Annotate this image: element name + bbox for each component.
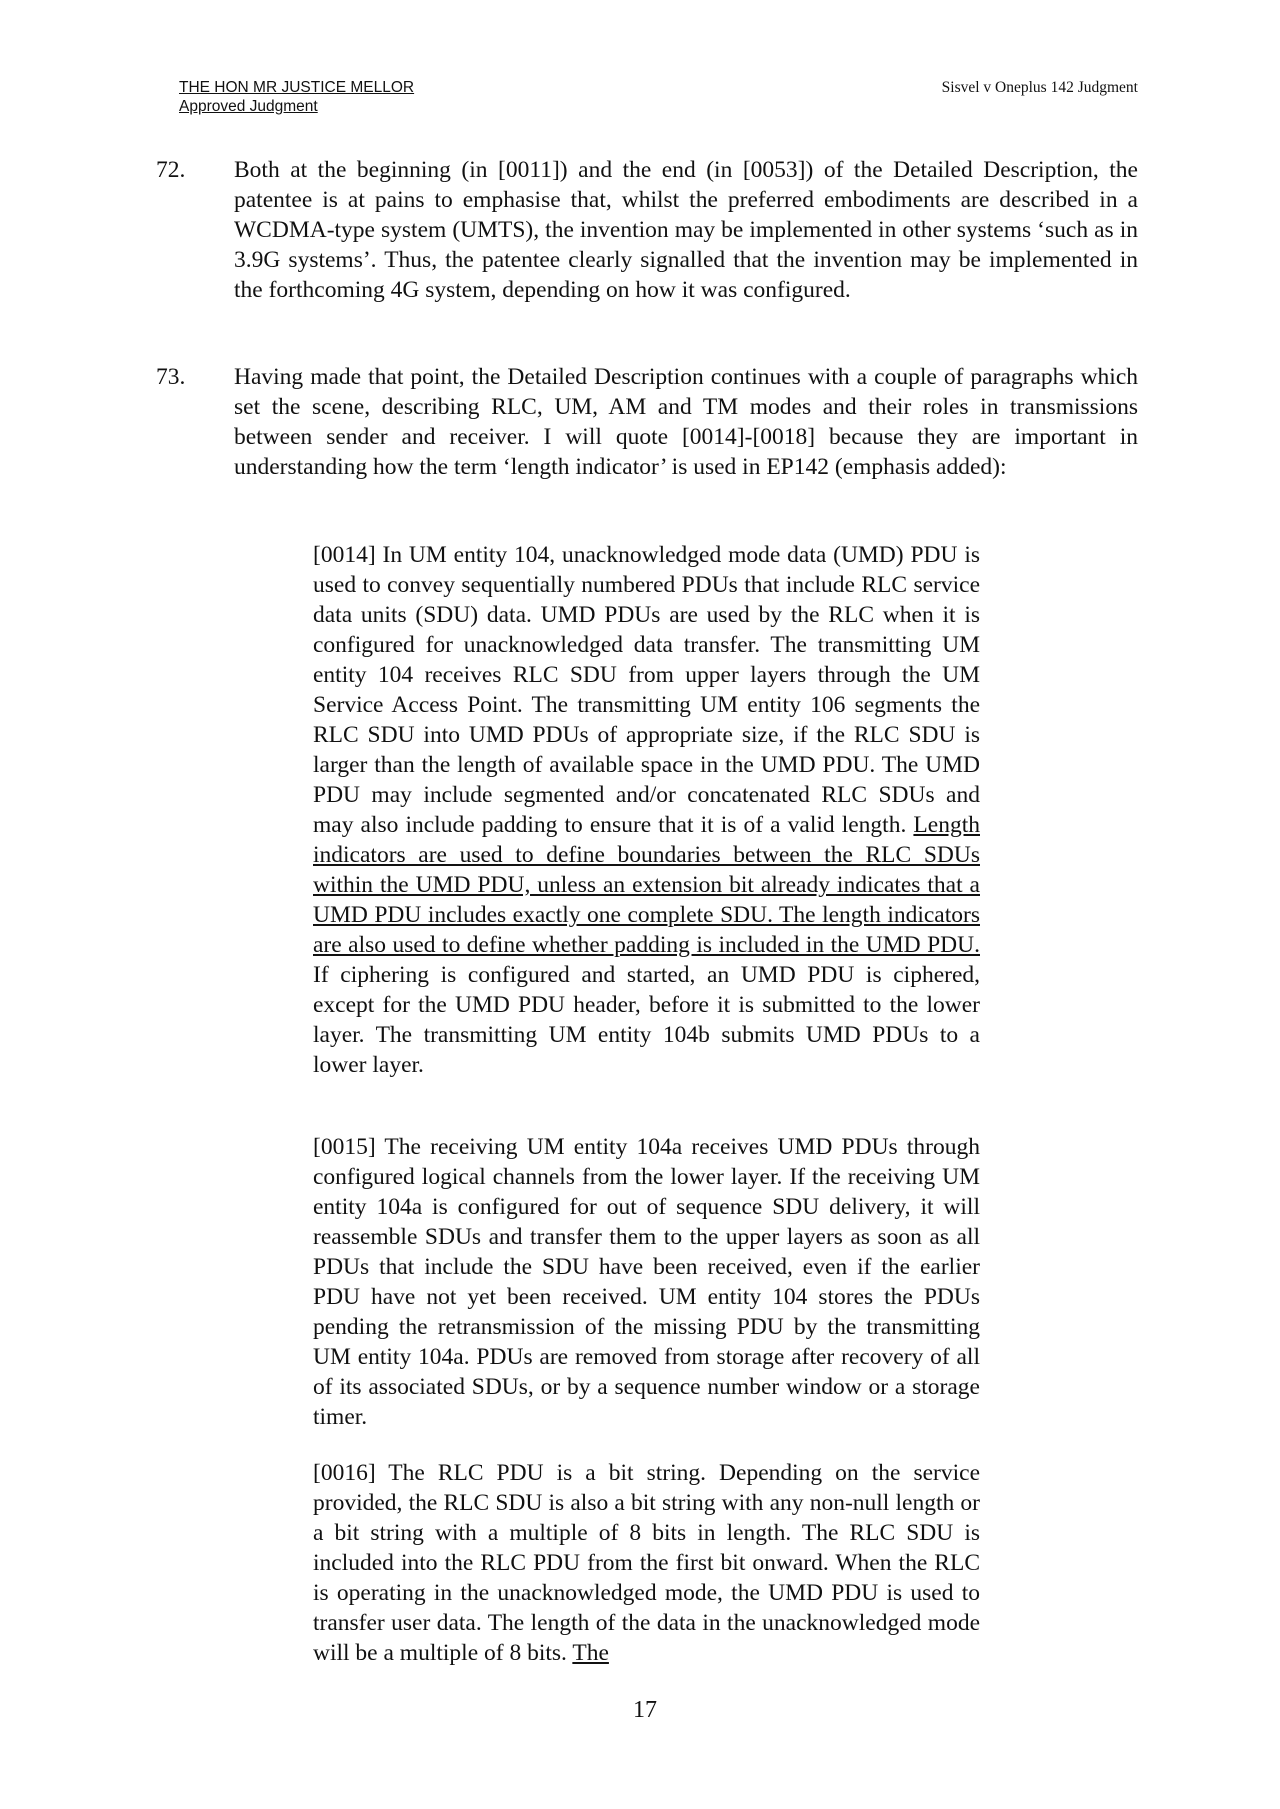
paragraph-text: Having made that point, the Detailed Description continues with a couple of paragraphs which set the scene, describing RLC, UM, AM and TM modes and their roles in transmissions between sender and receiver. I will quote [0014]-[0018] because they are important in understanding how the term ‘length indicator’ is used in EP142 (emphasis added):: [234, 364, 1138, 480]
paragraph-72: [156, 155, 1138, 305]
paragraph-number: 73.: [156, 364, 186, 390]
page-header-left: [179, 78, 414, 116]
judgment-status: Approved Judgment: [179, 98, 318, 115]
quote-text: [0014] In UM entity 104, unacknowledged mode data (UMD) PDU is used to convey sequentially numbered PDUs that include RLC service data units (SDU) data. UMD PDUs are used by the RLC when it is configured for unacknowledged data transfer. The transmitting UM entity 104 receives RLC SDU from upper layers through the UM Service Access Point. The transmitting UM entity 106 segments the RLC SDU into UMD PDUs of appropriate size, if the RLC SDU is larger than the length of available space in the UMD PDU. The UMD PDU may include segmented and/or concatenated RLC SDUs and may also include padding to ensure that it is of a valid length.: [313, 542, 980, 838]
quote-0014: [313, 540, 980, 1080]
case-title: Sisvel v Oneplus 142 Judgment: [941, 79, 1138, 96]
quote-text: [0015] The receiving UM entity 104a receives UMD PDUs through configured logical channels from the lower layer. If the receiving UM entity 104a is configured for out of sequence SDU delivery, it will reassemble SDUs and transfer them to the upper layers as soon as all PDUs that include the SDU have been received, even if the earlier PDU have not yet been received. UM entity 104 stores the PDUs pending the retransmission of the missing PDU by the transmitting UM entity 104a. PDUs are removed from storage after recovery of all of its associated SDUs, or by a sequence number window or a storage timer.: [313, 1134, 980, 1430]
paragraph-73: [156, 362, 1138, 482]
quote-0016: [313, 1458, 980, 1668]
paragraph-number: 72.: [156, 157, 186, 183]
paragraph-text: Both at the beginning (in [0011]) and the end (in [0053]) of the Detailed Description, the patentee is at pains to emphasise that, whilst the preferred embodiments are described in a WCDMA-type system (UMTS), the invention may be implemented in other systems ‘such as in 3.9G systems’. Thus, the patentee clearly signalled that the invention may be implemented in the forthcoming 4G system, depending on how it was configured.: [234, 157, 1138, 303]
judge-name: THE HON MR JUSTICE MELLOR: [179, 79, 415, 96]
quote-0015: [313, 1132, 980, 1432]
emphasised-text: The: [572, 1640, 609, 1666]
emphasised-text: Length indicators are used to define boundaries between the RLC SDUs within the UMD PDU, unless an extension bit already indicates that a UMD PDU includes exactly one complete SDU. The length indicators are also used to define whether padding is included in the UMD PDU.: [313, 812, 980, 958]
quote-text: If ciphering is configured and started, an UMD PDU is ciphered, except for the UMD PDU header, before it is submitted to the lower layer. The transmitting UM entity 104b submits UMD PDUs to a lower layer.: [313, 962, 980, 1078]
page-number: 17: [633, 1697, 657, 1723]
quote-text: [0016] The RLC PDU is a bit string. Depending on the service provided, the RLC SDU is also a bit string with any non-null length or a bit string with a multiple of 8 bits in length. The RLC SDU is included into the RLC PDU from the first bit onward. When the RLC is operating in the unacknowledged mode, the UMD PDU is used to transfer user data. The length of the data in the unacknowledged mode will be a multiple of 8 bits.: [313, 1460, 980, 1666]
